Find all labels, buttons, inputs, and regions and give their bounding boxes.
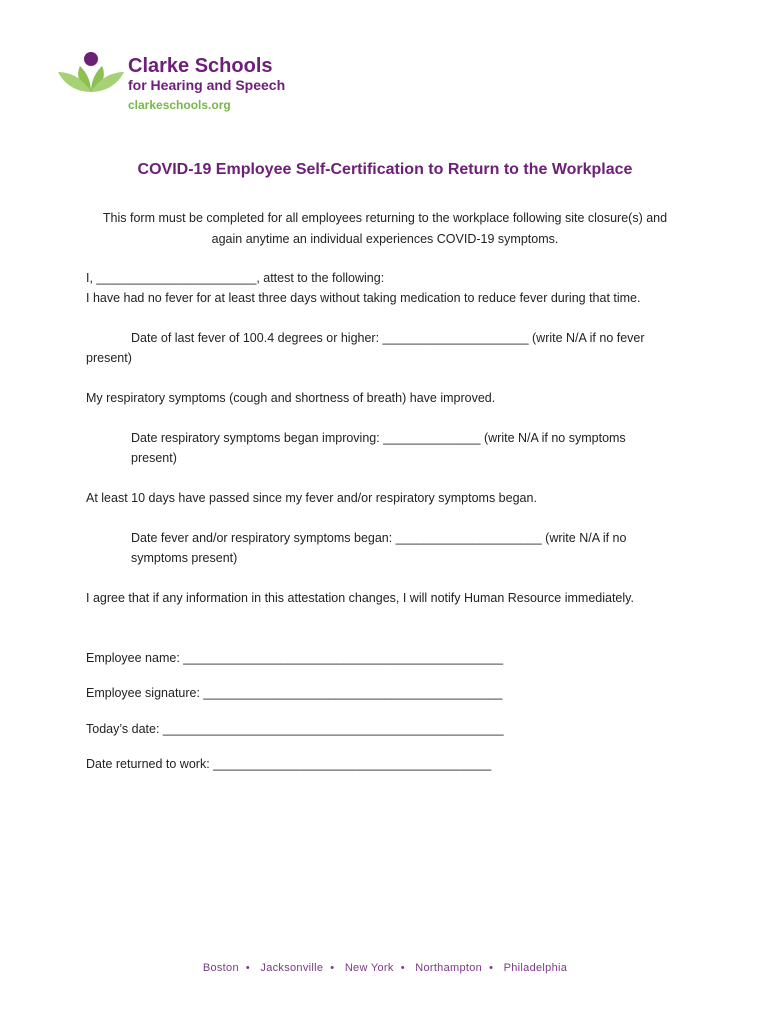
footer-locations: Boston • Jacksonville • New York • Northampton • Philadelphia xyxy=(202,962,568,974)
intro-line-2: again anytime an individual experiences COVID-19 symptoms. xyxy=(211,232,559,246)
attest-line: I, _______________________, attest to the following: xyxy=(86,271,385,285)
days-statement: At least 10 days have passed since my fever and/or respiratory symptoms began. xyxy=(86,491,537,505)
symptoms-began-date-line: Date fever and/or respiratory symptoms began: _____________________ (write N/A if no xyxy=(131,531,627,545)
location: Northampton xyxy=(415,962,483,974)
location: Boston xyxy=(202,962,239,974)
intro-line-1: This form must be completed for all employees returning to the workplace following site closure(s) and xyxy=(102,211,668,225)
location: New York xyxy=(344,962,394,974)
logo-subtitle: for Hearing and Speech xyxy=(128,77,286,93)
fever-statement: I have had no fever for at least three days without taking medication to reduce fever during that time. xyxy=(86,291,641,305)
date-returned-field[interactable]: Date returned to work: ________________________________________ xyxy=(86,757,492,771)
respiratory-date-line: Date respiratory symptoms began improving: ______________ (write N/A if no symptoms xyxy=(131,431,626,445)
lotus-logo-icon xyxy=(58,50,124,94)
employee-signature-field[interactable]: Employee signature: ___________________________________________ xyxy=(86,686,503,700)
logo-url: clarkeschools.org xyxy=(128,98,231,112)
employee-name-field[interactable]: Employee name: ______________________________________________ xyxy=(86,651,504,665)
logo-name: Clarke Schools xyxy=(128,55,273,77)
fever-date-line-cont: present) xyxy=(86,351,132,365)
page-title: COVID-19 Employee Self-Certification to Return to the Workplace xyxy=(137,161,633,178)
respiratory-statement: My respiratory symptoms (cough and shortness of breath) have improved. xyxy=(86,391,496,405)
location: Jacksonville xyxy=(260,962,324,974)
fever-date-line: Date of last fever of 100.4 degrees or higher: _____________________ (write N/A if no fever xyxy=(131,331,645,345)
location: Philadelphia xyxy=(503,962,568,974)
respiratory-date-line-cont: present) xyxy=(131,451,177,465)
todays-date-field[interactable]: Today’s date: _________________________________________________ xyxy=(86,722,504,736)
symptoms-began-date-line-cont: symptoms present) xyxy=(131,551,238,565)
agree-statement: I agree that if any information in this attestation changes, I will notify Human Resource immediately. xyxy=(86,591,634,605)
